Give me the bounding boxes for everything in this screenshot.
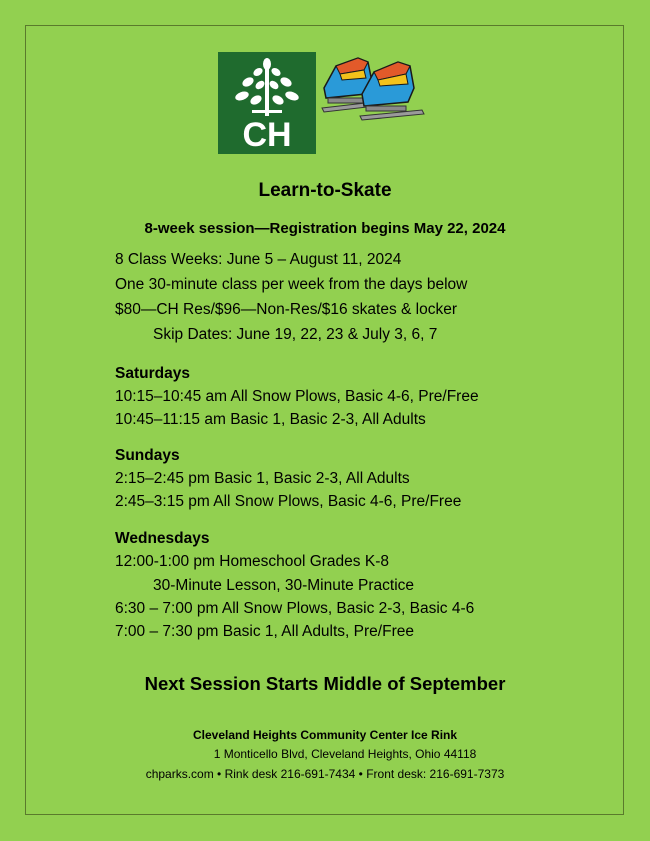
schedule-row: 2:45–3:15 pm All Snow Plows, Basic 4-6, Pre/Free [115,493,462,510]
sundays-heading: Sundays [115,447,180,464]
schedule-row: 30-Minute Lesson, 30-Minute Practice [153,577,415,594]
tree-icon [218,52,316,154]
cleveland-heights-logo [218,52,316,154]
class-frequency: One 30-minute class per week from the days below [115,276,468,293]
schedule-row: 6:30 – 7:00 pm All Snow Plows, Basic 2-3, Basic 4-6 [115,600,475,617]
venue-name: Cleveland Heights Community Center Ice Rink [192,728,458,742]
pricing: $80—CH Res/$96—Non-Res/$16 skates & locker [115,301,458,318]
venue-address: 1 Monticello Blvd, Cleveland Heights, Ohio 44118 [213,747,477,761]
session-subtitle: 8-week session—Registration begins May 22, 2024 [144,220,506,237]
wednesdays-heading: Wednesdays [115,530,210,547]
skip-dates: Skip Dates: June 19, 22, 23 & July 3, 6, 7 [153,326,438,343]
logo-letters: CH [242,116,292,154]
ice-skates-illustration [318,52,430,128]
schedule-row: 12:00-1:00 pm Homeschool Grades K-8 [115,553,389,570]
contact-info: chparks.com • Rink desk 216-691-7434 • Front desk: 216-691-7373 [145,767,505,781]
schedule-row: 2:15–2:45 pm Basic 1, Basic 2-3, All Adults [115,470,410,487]
schedule-row: 7:00 – 7:30 pm Basic 1, All Adults, Pre/Free [115,623,414,640]
class-weeks: 8 Class Weeks: June 5 – August 11, 2024 [115,251,402,268]
schedule-row: 10:45–11:15 am Basic 1, Basic 2-3, All Adults [115,411,426,428]
next-session-notice: Next Session Starts Middle of September [144,673,506,694]
schedule-row: 10:15–10:45 am All Snow Plows, Basic 4-6, Pre/Free [115,388,479,405]
page-title: Learn-to-Skate [258,180,392,201]
ice-skates-icon [318,52,430,128]
saturdays-heading: Saturdays [115,365,190,382]
